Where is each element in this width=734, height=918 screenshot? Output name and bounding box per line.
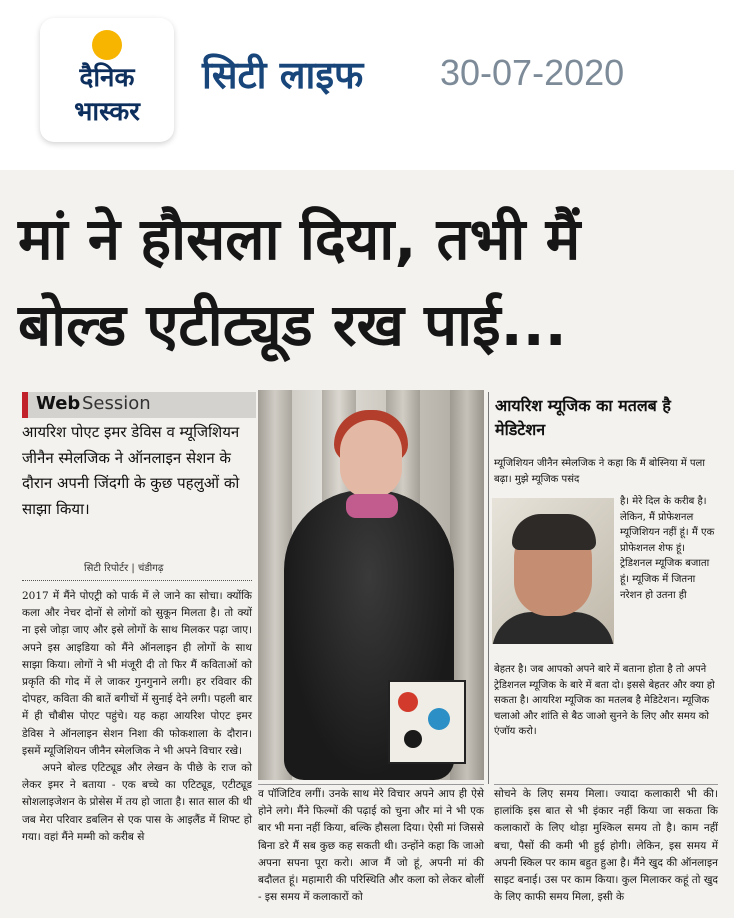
sun-icon xyxy=(92,30,122,60)
logo-line-2: भास्कर xyxy=(74,97,140,127)
middle-body-column: व पॉजिटिव लगीं। उनके साथ मेरे विचार अपने आप ही ऐसे होने लगे। मैंने फिल्मों की पढ़ाई को चुना और मां ने भी एक बार भी मना नहीं किया, बल्कि हौसला दिया। ऐसी मां जिससे बिना डरे मैं सब कुछ कह सकती थी। उन्होंने कहा कि जाओ अपना सपना पूरा करो। आज मैं जो हूं, अपनी मां की बदौलत हूं। महामारी की परिस्थिति और कला को लेकर बोलीं - इस समय में कलाकारों को xyxy=(258,788,484,904)
divider xyxy=(22,580,252,581)
edition-date: 30-07-2020 xyxy=(440,52,625,93)
headline-line-2: बोल्ड एटीट्यूड रख पाई... xyxy=(18,291,567,359)
section-name: सिटी लाइफ xyxy=(202,53,364,97)
web-session-tag xyxy=(22,392,256,418)
headline xyxy=(18,196,726,368)
paragraph: 2017 में मैंने पोएट्री को पार्क में ले जाने का सोचा। क्योंकि कला और नेचर दोनों से लोगों को सुकून मिलता है। तो क्यों ना इसे जोड़ा जाए और इसे लोगों के साथ मिलकर पढ़ा जाए। अपने इस आइडिया को मैंने ऑनलाइन ही लोगों के साथ साझा किया। लोगों ने भी मंजूरी दी तो फिर मैं कविताओं को प्रकृति की गोद में ले जाकर गुनगुनाने लगी। हर रविवार की दोपहर, कविता की बातें बगीचों में सुनाई देने लगी। पहली बार में ही चौबीस पोएट पहुंचे। यह कहा आयरिश पोएट इमर डेविस ने ऑनलाइन सेशन निशा की फोकशाला के दौरान। इसमें म्यूजिशियन जीनैन स्मेलजिक ने भी अपने विचार रखे। xyxy=(22,590,252,757)
headline-line-1: मां ने हौसला दिया, तभी मैं xyxy=(18,205,581,273)
sidebar-text-side: है। मेरे दिल के करीब है। लेकिन, मैं प्रोफेशनल म्यूजिशियन नहीं हूं। मैं एक प्रोफेशनल शेफ हूं। ट्रेडिशनल म्यूजिक बजाता हूं। म्यूजिक में जितना नरेशन हो उतना ही xyxy=(620,496,715,601)
masthead xyxy=(0,0,734,170)
byline: सिटी रिपोर्टर | चंडीगढ़ xyxy=(84,563,164,574)
session-label: Session xyxy=(82,393,151,414)
logo-line-1: दैनिक xyxy=(79,63,135,93)
divider xyxy=(494,784,718,785)
sidebar-heading: आयरिश म्यूजिक का मतलब है मेडिटेशन xyxy=(495,396,671,439)
intro-text: आयरिश पोएट इमर डेविस व म्यूजिशियन जीनैन स्मेलजिक ने ऑनलाइन सेशन के दौरान अपनी जिंदगी के कुछ पहलुओं को साझा किया। xyxy=(22,423,240,518)
right-body-column: सोचने के लिए समय मिला। ज्यादा कलाकारी भी की। हालांकि इस बात से भी इंकार नहीं किया जा सकता कि कलाकारों के लिए थोड़ा मुश्किल समय तो है। काम नहीं बचा, पैसों की कमी भी हुई होगी। लेकिन, इस समय में अपनी स्किल पर काम बहुत हुआ है। मैंने खुद की ऑनलाइन साइट बनाई। उस पर काम किया। कुल मिलाकर कहूं तो खुद के लिए काफी समय मिला, इसी के xyxy=(494,788,718,904)
web-label: Web xyxy=(36,393,81,414)
sidebar-text-top: म्यूजिशियन जीनैन स्मेलजिक ने कहा कि मैं बोस्निया में पला बढ़ा। मुझे म्यूजिक पसंद xyxy=(494,458,705,485)
dainik-bhaskar-logo xyxy=(40,18,174,142)
photo-jeanine-smeljik xyxy=(492,498,614,644)
divider xyxy=(258,784,484,785)
left-body-column xyxy=(22,588,252,846)
paragraph: अपने बोल्ड एटिट्यूड और लेखन के पीछे के राज को लेकर इमर ने बताया - एक बच्चे का एटिट्यूड, एटीट्यूड सोशलाइजेशन के प्रोसेस में तय हो जाता है। सात साल की थी जब मेरा परिवार डबलिन से एक पास के आइलैंड में शिफ्ट हो गया। वहां मैंने मम्मी को करीब से xyxy=(22,762,252,843)
sidebar-text-bottom: बेहतर है। जब आपको अपने बारे में बताना होता है तो अपने ट्रेडिशनल म्यूजिक के बारे में बता दो। इससे बेहतर और क्या हो सकता है। आयरिश म्यूजिक का मतलब है मेडिटेशन। म्यूजिक चलाओ और शांति से बैठ जाओ सुनने के लिए और समय को एंजॉय करो। xyxy=(494,664,715,738)
photo-emer-davis xyxy=(258,390,484,780)
